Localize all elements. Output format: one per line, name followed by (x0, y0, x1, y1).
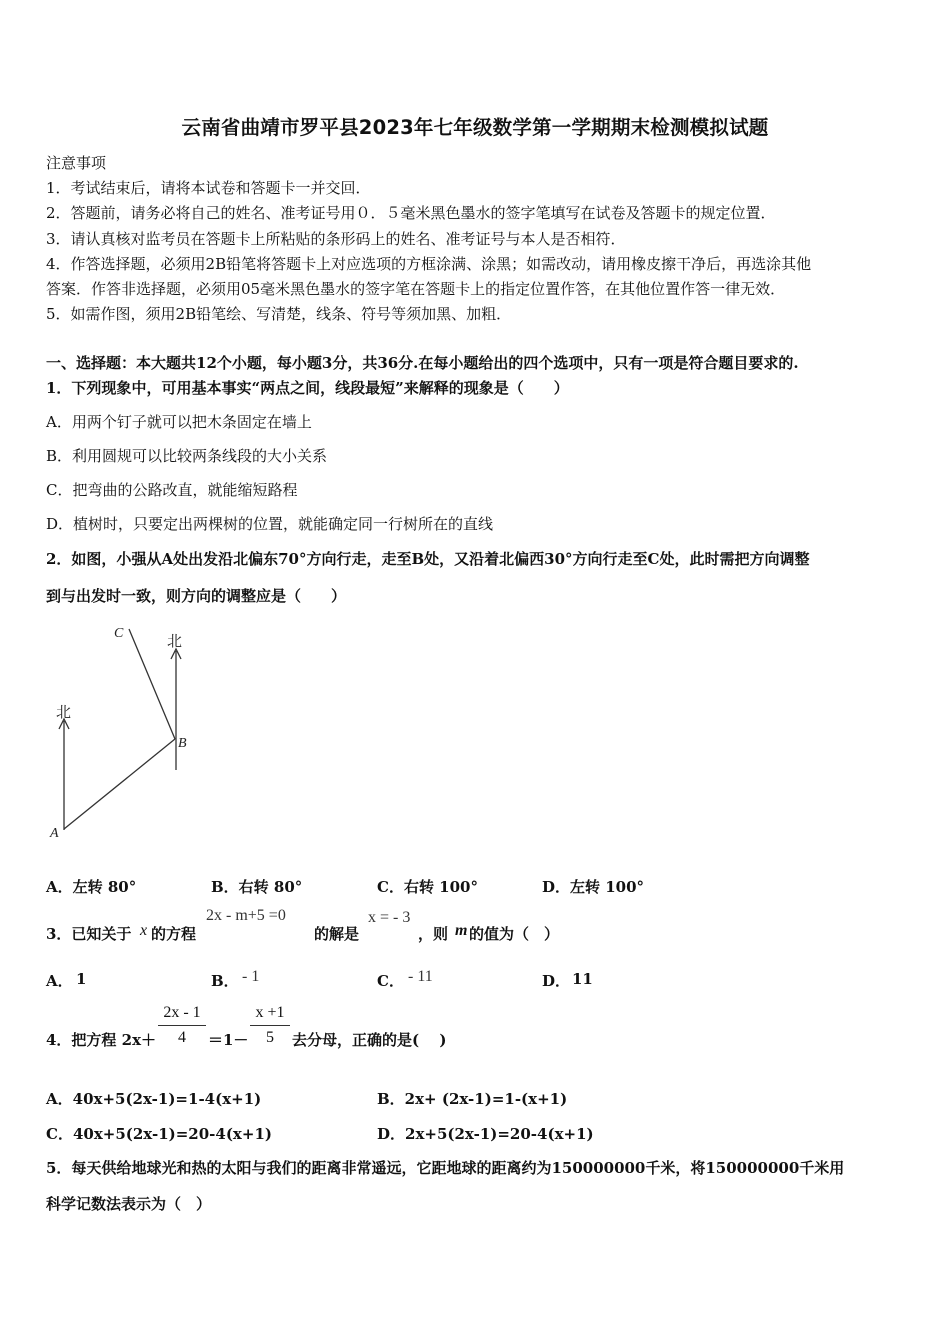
north-label-left: 北 (56, 703, 72, 721)
question-4-option-c: C．40x+5(2x-1)=20-4(x+1) (46, 1125, 272, 1143)
notice-item-3: 3．请认真核对监考员在答题卡上所粘贴的条形码上的姓名、准考证号与本人是否相符． (46, 230, 626, 248)
question-3-var-x: x (140, 922, 148, 939)
question-2-option-a: A．左转 80° (46, 878, 137, 896)
page-title: 云南省曲靖市罗平县2023年七年级数学第一学期期末检测模拟试题 (181, 116, 769, 139)
question-1-option-c: C．把弯曲的公路改直，就能缩短路程 (46, 481, 298, 499)
question-4-suffix: 去分母，正确的是( ) (292, 1031, 447, 1049)
point-c-label: C (114, 626, 124, 641)
fraction-1-numerator: 2x - 1 (163, 1004, 201, 1021)
question-5-stem-line-1: 5．每天供给地球光和热的太阳与我们的距离非常遥远，它距地球的距离约为150000000千米，将150000000千米用 (46, 1159, 845, 1177)
question-3-option-c-label: C． (377, 972, 404, 990)
question-2-stem-line-1: 2．如图，小强从A处出发沿北偏东70°方向行走，走至B处，又沿着北偏西30°方向行走至C处，此时需把方向调整 (46, 550, 810, 568)
question-3-mid-2: 的解是 (314, 925, 360, 943)
question-2-option-b: B．右转 80° (211, 878, 303, 896)
north-label-right: 北 (167, 632, 183, 650)
notice-item-1: 1．考试结束后，请将本试卷和答题卡一并交回． (46, 179, 371, 197)
question-2-option-d: D．左转 100° (542, 878, 645, 896)
question-3-option-b-value: - 1 (242, 968, 260, 985)
notice-item-2: 2．答题前，请务必将自己的姓名、准考证号用０．５毫米黑色墨水的签字笔填写在试卷及答题卡的规定位置． (46, 204, 776, 222)
question-2-option-c: C．右转 100° (377, 878, 478, 896)
notice-item-4: 4．作答选择题，必须用2B铅笔将答题卡上对应选项的方框涂满、涂黑；如需改动，请用橡皮擦干净后，再选涂其他 (46, 255, 812, 273)
question-4-fraction-2 (250, 1004, 290, 1047)
question-4-mid: ＝1－ (208, 1031, 249, 1049)
question-3-option-d-value: 11 (572, 970, 593, 988)
question-1-option-a: A．用两个钉子就可以把木条固定在墙上 (46, 413, 312, 431)
question-3-equation: 2x - m+5 =0 (206, 907, 286, 924)
question-4-fraction-1 (158, 1004, 206, 1047)
question-4-option-a: A．40x+5(2x-1)=1-4(x+1) (46, 1090, 262, 1108)
section-heading: 一、选择题：本大题共12个小题，每小题3分，共36分.在每小题给出的四个选项中，只有一项是符合题目要求的. (46, 354, 799, 372)
notice-item-5: 5．如需作图，须用2B铅笔绘、写清楚，线条、符号等须加黑、加粗． (46, 305, 512, 323)
question-3-option-a-label: A． (46, 972, 73, 990)
question-1-option-d: D．植树时，只要定出两棵树的位置，就能确定同一行树所在的直线 (46, 515, 494, 533)
fraction-2-numerator: x +1 (255, 1004, 285, 1021)
question-3-option-c-value: - 11 (408, 968, 433, 985)
fraction-1-denominator: 4 (178, 1029, 186, 1046)
question-2-stem-line-2: 到与出发时一致，则方向的调整应是（ ） (46, 587, 347, 605)
question-4-option-b: B．2x+ (2x-1)=1-(x+1) (377, 1090, 568, 1108)
point-a-label: A (50, 826, 59, 841)
question-4-prefix: 4．把方程 2x＋ (46, 1031, 157, 1049)
fraction-2-denominator: 5 (266, 1029, 274, 1046)
question-3-var-m: m (455, 922, 468, 939)
question-3-mid-1: 的方程 (151, 925, 197, 943)
question-5-stem-line-2: 科学记数法表示为（ ） (46, 1195, 212, 1213)
notice-heading: 注意事项 (46, 154, 107, 172)
question-3-prefix: 3．已知关于 (46, 925, 132, 943)
question-2-figure (40, 615, 210, 845)
question-3-mid-3: ，则 (418, 925, 449, 943)
question-1-stem: 1．下列现象中，可用基本事实“两点之间，线段最短”来解释的现象是（ ） (46, 379, 569, 397)
question-3-option-d-label: D． (542, 972, 571, 990)
question-3-option-b-label: B． (211, 972, 239, 990)
notice-item-4-cont: 答案．作答非选择题，必须用05毫米黑色墨水的签字笔在答题卡上的指定位置作答，在其他位置作答一律无效． (46, 280, 786, 298)
question-3-suffix: 的值为（ ） (469, 925, 560, 943)
question-3-option-a-value: 1 (76, 970, 87, 988)
question-4-option-d: D．2x+5(2x-1)=20-4(x+1) (377, 1125, 594, 1143)
question-3-solution: x = - 3 (368, 909, 411, 926)
point-b-label: B (178, 736, 187, 751)
question-1-option-b: B．利用圆规可以比较两条线段的大小关系 (46, 447, 328, 465)
